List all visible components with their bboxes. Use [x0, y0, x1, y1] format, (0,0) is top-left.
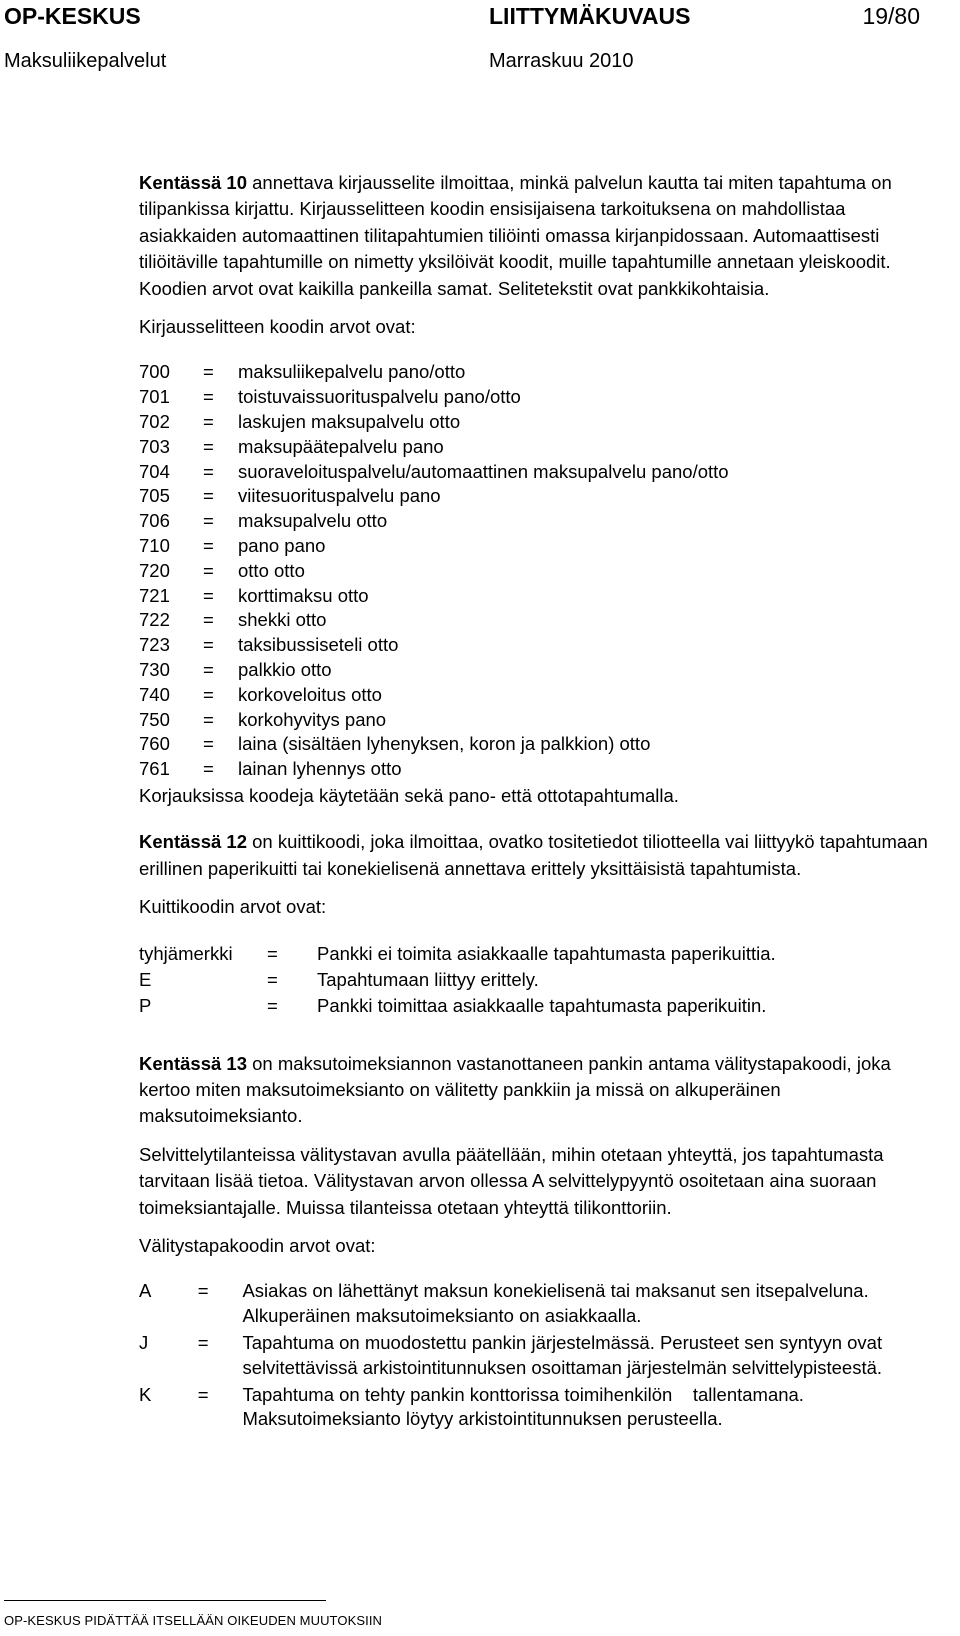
code-value: 701	[139, 386, 170, 408]
equals-sign: =	[203, 708, 214, 730]
code-row	[139, 534, 729, 559]
code-row	[139, 967, 776, 993]
code-description: Pankki ei toimita asiakkaalle tapahtumasta paperikuittia.	[317, 942, 776, 964]
equals-sign: =	[203, 510, 214, 532]
page-subheader	[0, 50, 960, 78]
code-row	[139, 633, 729, 658]
header-section: Maksuliikepalvelut	[4, 50, 167, 72]
code-value: 710	[139, 535, 170, 557]
field12-code-table	[139, 941, 776, 1019]
equals-sign: =	[203, 559, 214, 581]
code-description: korttimaksu otto	[238, 584, 369, 606]
code-row	[139, 993, 776, 1019]
code-description: Tapahtumaan liittyy erittely.	[317, 968, 539, 990]
code-value: 722	[139, 609, 170, 631]
code-description	[242, 1381, 939, 1433]
code-row	[139, 484, 729, 509]
code-value: 761	[139, 758, 170, 780]
code-row	[139, 360, 729, 385]
code-description: otto otto	[238, 559, 305, 581]
code-value: K	[139, 1383, 152, 1405]
field13-label: Kentässä 13	[139, 1052, 247, 1074]
code-value: 740	[139, 683, 170, 705]
header-org: OP-KESKUS	[4, 3, 141, 29]
code-value: 700	[139, 361, 170, 383]
code-description: shekki otto	[238, 609, 327, 631]
code-row	[139, 584, 729, 609]
code-description: laina (sisältäen lyhenyksen, koron ja palkkion) otto	[238, 733, 651, 755]
field10-paragraph	[139, 170, 939, 302]
field12-label: Kentässä 12	[139, 831, 247, 853]
field13-code-table	[135, 1279, 939, 1432]
code-description: laskujen maksupalvelu otto	[238, 411, 461, 433]
code-value: 702	[139, 411, 170, 433]
code-value: J	[139, 1332, 149, 1354]
equals-sign: =	[203, 683, 214, 705]
code-description: taksibussiseteli otto	[238, 634, 399, 656]
code-row	[135, 1329, 939, 1381]
code-value: 704	[139, 460, 170, 482]
field13-text: on maksutoimeksiannon vastanottaneen pankin antama välitystapakoodi, joka kertoo miten maksutoimeksianto on välitetty pankkiin ja missä on alkuperäinen maksutoimeksianto.	[139, 1052, 891, 1127]
code-description-line: Tapahtuma on tehty pankin konttorissa toimihenkilön tallentamana.	[242, 1383, 804, 1405]
equals-sign: =	[267, 968, 278, 990]
document-body	[139, 170, 939, 1432]
code-value: 730	[139, 659, 170, 680]
code-value: P	[139, 994, 152, 1016]
equals-sign: =	[197, 1332, 209, 1354]
code-value: 703	[139, 435, 170, 457]
code-description: palkkio otto	[238, 659, 332, 680]
code-description: pano pano	[238, 535, 326, 557]
code-row	[139, 559, 729, 584]
code-description: maksupäätepalvelu pano	[238, 435, 444, 457]
code-row	[135, 1381, 939, 1433]
equals-sign: =	[203, 411, 214, 433]
field12-text: on kuittikoodi, joka ilmoittaa, ovatko tositetiedot tiliotteella vai liittyykö tapahtumaan erillinen paperikuitti tai konekielisenä annettava erittely yksittäisistä tapahtumista.	[139, 831, 928, 879]
field10-code-table	[139, 360, 729, 782]
field10-values-intro: Kirjausselitteen koodin arvot ovat:	[139, 316, 416, 338]
field10-label: Kentässä 10	[139, 172, 247, 193]
equals-sign: =	[203, 659, 214, 680]
equals-sign: =	[203, 460, 214, 482]
equals-sign: =	[197, 1383, 209, 1405]
code-value: 723	[139, 634, 170, 656]
code-value: 705	[139, 485, 170, 507]
code-description: viitesuorituspalvelu pano	[238, 485, 441, 507]
code-value: E	[139, 968, 152, 990]
code-value: 760	[139, 733, 170, 755]
equals-sign: =	[203, 584, 214, 606]
code-description: suoraveloituspalvelu/automaattinen maksupalvelu pano/otto	[238, 460, 729, 482]
code-description-line: Tapahtuma on muodostettu pankin järjestelmässä. Perusteet sen syntyyn ovat selvitettävissä arkistointitunnuksen osoittaman järjestelmän selvittelypisteestä.	[242, 1332, 888, 1378]
equals-sign: =	[203, 485, 214, 507]
code-row	[135, 1279, 939, 1329]
code-description: maksuliikepalvelu pano/otto	[238, 361, 466, 383]
code-description: maksupalvelu otto	[238, 510, 388, 532]
code-row	[139, 732, 729, 757]
equals-sign: =	[203, 535, 214, 557]
equals-sign: =	[203, 634, 214, 656]
code-description-line: Alkuperäinen maksutoimeksianto on asiakkaalla.	[242, 1305, 642, 1327]
equals-sign: =	[203, 386, 214, 408]
equals-sign: =	[203, 435, 214, 457]
code-description: Pankki toimittaa asiakkaalle tapahtumasta paperikuitin.	[317, 994, 767, 1016]
equals-sign: =	[267, 994, 278, 1016]
code-value: 721	[139, 584, 170, 606]
code-value: 720	[139, 559, 170, 581]
code-row	[139, 608, 729, 633]
field13-values-intro: Välitystapakoodin arvot ovat:	[139, 1235, 376, 1257]
field12-paragraph	[139, 829, 939, 882]
code-description	[242, 1329, 939, 1381]
code-description: korkoveloitus otto	[238, 683, 382, 705]
field10-text: annettava kirjausselite ilmoittaa, minkä palvelun kautta tai miten tapahtuma on tilipankissa kirjattu. Kirjausselitteen koodin ensisijaisena tarkoituksena on mahdollistaa asiakkaiden automaattinen tilitapahtumien tiliöinti omassa kirjanpidossaan. Automaattisesti tiliöitäville tapahtumille on nimetty yksilöivät koodit, muille tapahtumille annetaan yleiskoodit. Koodien arvot ovat kaikilla pankeilla samat. Selitetekstit ovat pankkikohtaisia.	[139, 172, 892, 299]
code-description-line: Asiakas on lähettänyt maksun konekielisenä tai maksanut sen itsepalveluna.	[242, 1280, 869, 1302]
code-value: 750	[139, 708, 170, 730]
header-page-number: 19/80	[862, 3, 920, 29]
equals-sign: =	[197, 1280, 209, 1302]
code-row	[139, 683, 729, 708]
code-description: lainan lyhennys otto	[238, 758, 402, 780]
code-value: A	[139, 1280, 152, 1302]
code-row	[139, 509, 729, 534]
code-row	[139, 658, 729, 683]
equals-sign: =	[267, 942, 278, 964]
code-description: korkohyvitys pano	[238, 708, 387, 730]
code-row	[139, 435, 729, 460]
code-description	[242, 1279, 939, 1329]
code-description-line: Maksutoimeksianto löytyy arkistointitunnuksen perusteella.	[242, 1408, 723, 1430]
equals-sign: =	[203, 361, 214, 383]
code-row	[139, 460, 729, 485]
page-header	[0, 0, 960, 34]
code-row	[139, 941, 776, 967]
code-description: toistuvaissuorituspalvelu pano/otto	[238, 386, 521, 408]
equals-sign: =	[203, 609, 214, 631]
header-date: Marraskuu 2010	[489, 50, 634, 72]
field10-correction-note: Korjauksissa koodeja käytetään sekä pano- että ottotapahtumalla.	[139, 784, 679, 806]
field13-paragraph-2: Selvittelytilanteissa välitystavan avulla päätellään, mihin otetaan yhteyttä, jos tapahtumasta tarvitaan lisää tietoa. Välitystavan arvon ollessa A selvittelypyyntö osoitetaan aina suoraan toimeksiantajalle. Muissa tilanteissa otetaan yhteyttä tilikonttoriin.	[139, 1143, 884, 1218]
footer-divider	[4, 1600, 326, 1601]
field12-values-intro: Kuittikoodin arvot ovat:	[139, 896, 327, 918]
field13-paragraph	[139, 1051, 939, 1130]
code-value: 706	[139, 510, 170, 532]
code-row	[139, 757, 729, 782]
code-row	[139, 385, 729, 410]
equals-sign: =	[203, 733, 214, 755]
footer-notice: OP-KESKUS PIDÄTTÄÄ ITSELLÄÄN OIKEUDEN MUUTOKSIIN	[4, 1613, 383, 1628]
header-doc-title: LIITTYMÄKUVAUS	[489, 3, 691, 29]
equals-sign: =	[203, 758, 214, 780]
code-row	[139, 410, 729, 435]
code-row	[139, 708, 729, 733]
code-value: tyhjämerkki	[139, 942, 233, 964]
